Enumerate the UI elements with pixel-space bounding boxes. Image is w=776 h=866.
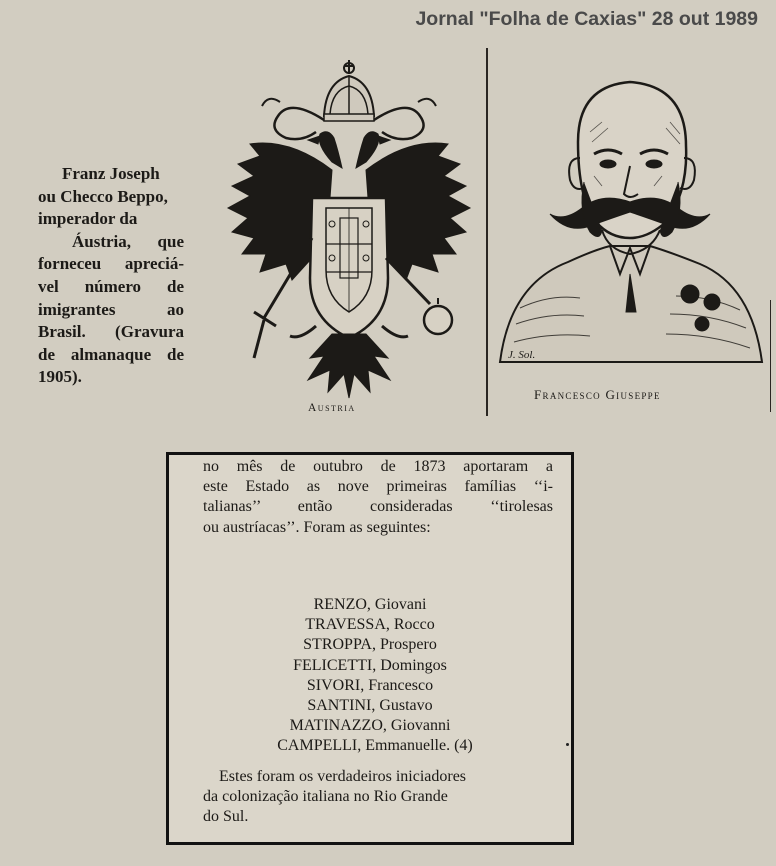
- family-name: STROPPA, Prospero: [303, 636, 437, 654]
- caption-line: imperador da: [38, 209, 138, 229]
- intro-line: este Estado as nove primeiras famílias ‘‘i-: [203, 478, 553, 496]
- caption-line: forneceu apreciá-: [38, 254, 184, 274]
- outro-line: Estes foram os verdadeiros iniciadores: [219, 768, 467, 785]
- family-name: FELICETTI, Domingos: [293, 656, 447, 674]
- outro-line: da colonização italiana no Rio Grande: [203, 788, 448, 806]
- caption-line: Franz Joseph: [62, 164, 160, 183]
- caption-text: [38, 163, 184, 389]
- caption-line: de almanaque de: [38, 344, 184, 364]
- intro-line: talianas’’ então consideradas ‘‘tirolesas: [203, 498, 553, 516]
- family-name: SANTINI, Gustavo: [307, 697, 433, 715]
- portrait-label: Francesco Giuseppe: [534, 387, 661, 402]
- column-divider: [486, 48, 488, 416]
- caption-line: Brasil. (Gravura: [38, 322, 184, 342]
- engraver-signature: J. Sol.: [508, 349, 536, 361]
- newspaper-source-title: Jornal "Folha de Caxias" 28 out 1989: [415, 8, 758, 30]
- newspaper-clipping: [166, 452, 574, 845]
- family-name: TRAVESSA, Rocco: [305, 616, 435, 634]
- column-divider: [770, 300, 771, 412]
- caption-line: Áustria, que: [72, 231, 184, 251]
- family-name: MATINAZZO, Giovanni: [289, 717, 451, 735]
- emperor-portrait-icon: [490, 62, 770, 380]
- double-headed-eagle-icon: [220, 58, 478, 403]
- clipping-intro: [203, 457, 553, 538]
- intro-line: no mês de outubro de 1873 aportaram a: [203, 458, 553, 475]
- coat-of-arms-label: Austria: [308, 402, 356, 414]
- family-name: SIVORI, Francesco: [306, 676, 434, 694]
- intro-line: ou austríacas’’. Foram as seguintes:: [203, 518, 431, 536]
- family-list: [169, 595, 571, 757]
- caption-line: vel número de: [38, 276, 184, 296]
- clipping-outro: [203, 767, 553, 828]
- outro-line: do Sul.: [203, 808, 249, 826]
- family-name: RENZO, Giovani: [313, 596, 427, 613]
- print-speck: [566, 743, 569, 746]
- family-name: CAMPELLI, Emmanuelle. (4): [277, 737, 473, 755]
- caption-line: imigrantes ao: [38, 299, 184, 319]
- caption-line: 1905).: [38, 367, 82, 387]
- caption-line: ou Checco Beppo,: [38, 186, 168, 206]
